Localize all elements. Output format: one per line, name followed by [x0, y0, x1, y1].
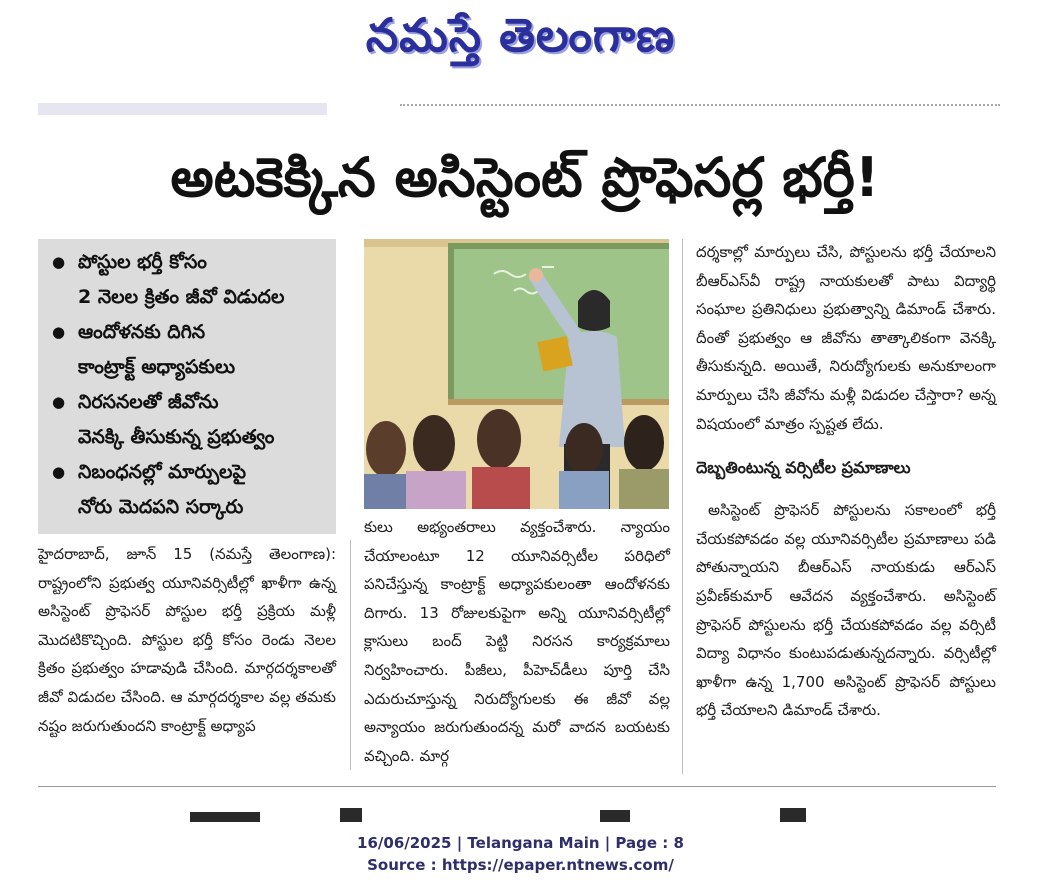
- footer-date-page: 16/06/2025 | Telangana Main | Page : 8: [357, 834, 684, 852]
- column-divider: [682, 239, 683, 774]
- article-paragraph: అసిస్టెంట్ ప్రొఫెసర్ పోస్టులను సకాలంలో భర్తీ చేయకపోవడం వల్ల యూనివర్సిటీల ప్రమాణాలు పడి పోతున్నాయని బీఆర్‌ఎస్ నాయకుడు ఆర్‌ఎస్ ప్రవీణ్‌కుమార్ ఆవేదన వ్యక్తంచేశారు. అసిస్టెంట్ ప్రొఫెసర్ పోస్టులను భర్తీ చేయకపోవడం వల్ల వర్సిటీ విద్యా విధానం కుంటుపడుతున్నదన్నారు. వర్సిటీల్లో ఖాళీగా ఉన్న 1,700 అసిస్టెంట్ ప్రొఫెసర్ పోస్టులు భర్తీ చేయాలని డిమాండ్ చేశారు.: [696, 501, 996, 720]
- highlight-text: నిరసనలతో జీవోను వెనక్కి తీసుకున్న ప్రభుత్వం: [78, 391, 275, 448]
- masthead-logo: నమస్తే తెలంగాణ: [365, 8, 676, 62]
- article-column-3: [696, 238, 996, 725]
- headline: అటకెక్కిన అసిస్టెంట్ ప్రొఫెసర్ల భర్తీ!: [170, 146, 880, 209]
- bottom-divider: [38, 786, 996, 787]
- bullet-icon: ●: [52, 393, 66, 411]
- highlight-text: పోస్టుల భర్తీ కోసం 2 నెలల క్రితం జీవో విడుదల: [78, 251, 285, 308]
- article-column-2: [364, 513, 670, 770]
- article-paragraph: కులు అభ్యంతరాలు వ్యక్తంచేశారు. న్యాయం చేయాలంటూ 12 యూనివర్సిటీల పరిధిలో పనిచేస్తున్న కాంట్రాక్ట్ అధ్యాపకులంతా ఆందోళనకు దిగారు. 13 రోజులకుపైగా అన్ని యూనివర్సిటీల్లో క్లాసులు బంద్ పెట్టి నిరసన కార్యక్రమాలు నిర్వహించారు. పీజీలు, పీహెచ్‌డీలు పూర్తి చేసి ఎదురుచూస్తున్న నిరుద్యోగులకు ఈ జీవో వల్ల అన్యాయం జరుగుతుందన్న మరో వాదన బయటకు వచ్చింది. మార్గ: [364, 518, 670, 765]
- highlights-box: [38, 239, 336, 534]
- next-article-fragment: [180, 808, 880, 822]
- article-paragraph: హైదరాబాద్, జూన్ 15 (నమస్తే తెలంగాణ): రాష్ట్రంలోని ప్రభుత్వ యూనివర్సిటీల్లో ఖాళీగా ఉన్న అసిస్టెంట్ ప్రొఫెసర్ పోస్టుల భర్తీ ప్రక్రియ మళ్లీ మొదటికొచ్చింది. పోస్టుల భర్తీ కోసం రెండు నెలల క్రితం ప్రభుత్వం హడావుడి చేసింది. మార్గదర్శకాలతో జీవో విడుదల చేసింది. ఆ మార్గదర్శకాల వల్ల తమకు నష్టం జరుగుతుందని కాంట్రాక్ట్ అధ్యాప: [38, 545, 336, 735]
- highlight-text: ఆందోళనకు దిగిన కాంట్రాక్ట్ అధ్యాపకులు: [78, 321, 236, 378]
- footer-source: Source : https://epaper.ntnews.com/: [367, 856, 674, 874]
- highlight-text: నిబంధనల్లో మార్పులపై నోరు మెదపని సర్కారు: [78, 461, 247, 518]
- bullet-icon: ●: [52, 253, 66, 271]
- teacher-classroom-photo: [364, 239, 669, 509]
- article-paragraph: దర్శకాల్లో మార్పులు చేసి, పోస్టులను భర్తీ చేయాలని బీఆర్‌ఎస్‌వీ రాష్ట్ర నాయకులతో పాటు విద్యార్థి సంఘాల ప్రతినిధులు ప్రభుత్వాన్ని డిమాండ్ చేశారు. దీంతో ప్రభుత్వం ఆ జీవోను తాత్కాలికంగా వెనక్కి తీసుకున్నది. అయితే, నిరుద్యోగులకు అనుకూలంగా మార్పులు చేసి జీవోను మళ్లీ విడుదల చేస్తారా? అన్న విషయంలో మాత్రం స్పష్టత లేదు.: [696, 243, 996, 433]
- highlight-item: [52, 455, 326, 525]
- dotted-divider: [400, 104, 1000, 106]
- article-subheading: దెబ్బతింటున్న వర్సిటీల ప్రమాణాలు: [696, 458, 911, 478]
- article-column-1: [38, 540, 336, 740]
- bullet-icon: ●: [52, 323, 66, 341]
- bullet-icon: ●: [52, 463, 66, 481]
- highlight-item: [52, 315, 326, 385]
- highlight-item: [52, 245, 326, 315]
- footer: [0, 832, 1041, 876]
- section-tag-bar: [38, 103, 327, 115]
- column-divider: [350, 540, 351, 770]
- highlight-item: [52, 385, 326, 455]
